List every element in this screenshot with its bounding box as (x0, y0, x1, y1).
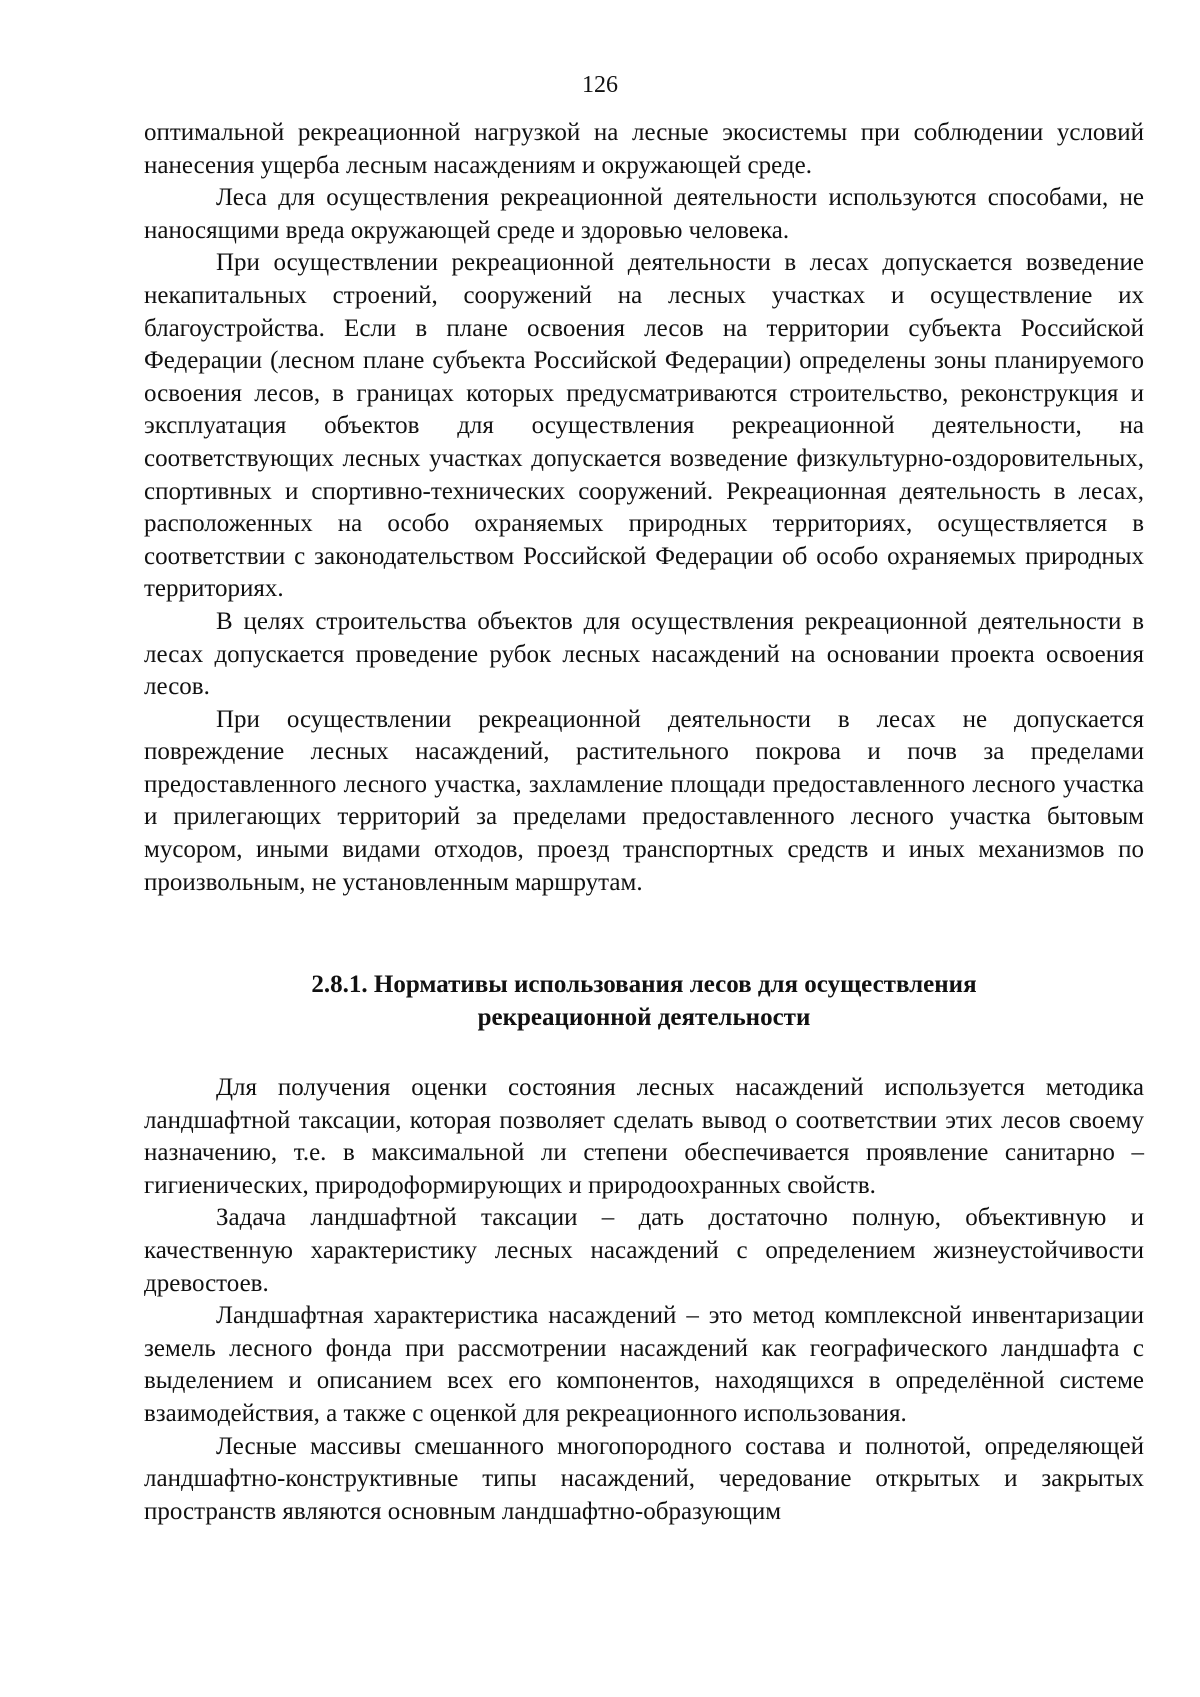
body-text-bottom (144, 1072, 1144, 1528)
paragraph-continuation: оптимальной рекреационной нагрузкой на лесные экосистемы при соблюдении условий нанесения ущерба лесным насаждениям и окружающей среде. (144, 119, 1144, 179)
paragraph: Задача ландшафтной таксации – дать достаточно полную, объективную и качественную характеристику лесных насаждений с определением жизнеустойчивости древостоев. (144, 1204, 1144, 1297)
paragraph: Леса для осуществления рекреационной деятельности используются способами, не наносящими вреда окружающей среде и здоровью человека. (144, 184, 1144, 244)
paragraph: При осуществлении рекреационной деятельности в лесах не допускается повреждение лесных насаждений, растительного покрова и почв за пределами предоставленного лесного участка, захламление площади предоставленного лесного участка и прилегающих территорий за пределами предоставленного лесного участка бытовым мусором, иными видами отходов, проезд транспортных средств и иных механизмов по произвольным, не установленным маршрутам. (144, 705, 1144, 896)
section-heading-line-1: 2.8.1. Нормативы использования лесов для осуществления (311, 971, 977, 998)
body-text-top (144, 117, 1144, 899)
paragraph: При осуществлении рекреационной деятельности в лесах допускается возведение некапитальных строений, сооружений на лесных участках и осуществление их благоустройства. Если в плане освоения лесов на территории субъекта Российской Федерации (лесном плане субъекта Российской Федерации) определены зоны планируемого освоения лесов, в границах которых предусматриваются строительство, реконструкция и эксплуатация объектов для осуществления рекреационной деятельности, на соответствующих лесных участках допускается возведение физкультурно-оздоровительных, спортивных и спортивно-технических сооружений. Рекреационная деятельность в лесах, расположенных на особо охраняемых природных территориях, осуществляется в соответствии с законодательством Российской Федерации об особо охраняемых природных территориях. (144, 249, 1144, 603)
section-heading (144, 968, 1144, 1034)
paragraph: Для получения оценки состояния лесных насаждений используется методика ландшафтной таксации, которая позволяет сделать вывод о соответствии этих лесов своему назначению, т.е. в максимальной ли степени обеспечивается проявление санитарно – гигиенических, природоформирующих и природоохранных свойств. (144, 1074, 1144, 1199)
paragraph: В целях строительства объектов для осуществления рекреационной деятельности в лесах допускается проведение рубок лесных насаждений на основании проекта освоения лесов. (144, 607, 1144, 701)
page-number: 126 (582, 72, 618, 98)
paragraph: Лесные массивы смешанного многопородного состава и полнотой, определяющей ландшафтно-конструктивные типы насаждений, чередование открытых и закрытых пространств являются основным ландшафтно-образующим (144, 1432, 1144, 1525)
section-heading-line-2: рекреационной деятельности (477, 1004, 811, 1031)
paragraph: Ландшафтная характеристика насаждений – это метод комплексной инвентаризации земель лесного фонда при рассмотрении насаждений как географического ландшафта с выделением и описанием всех его компонентов, находящихся в определённой системе взаимодействия, а также с оценкой для рекреационного использования. (144, 1302, 1144, 1427)
